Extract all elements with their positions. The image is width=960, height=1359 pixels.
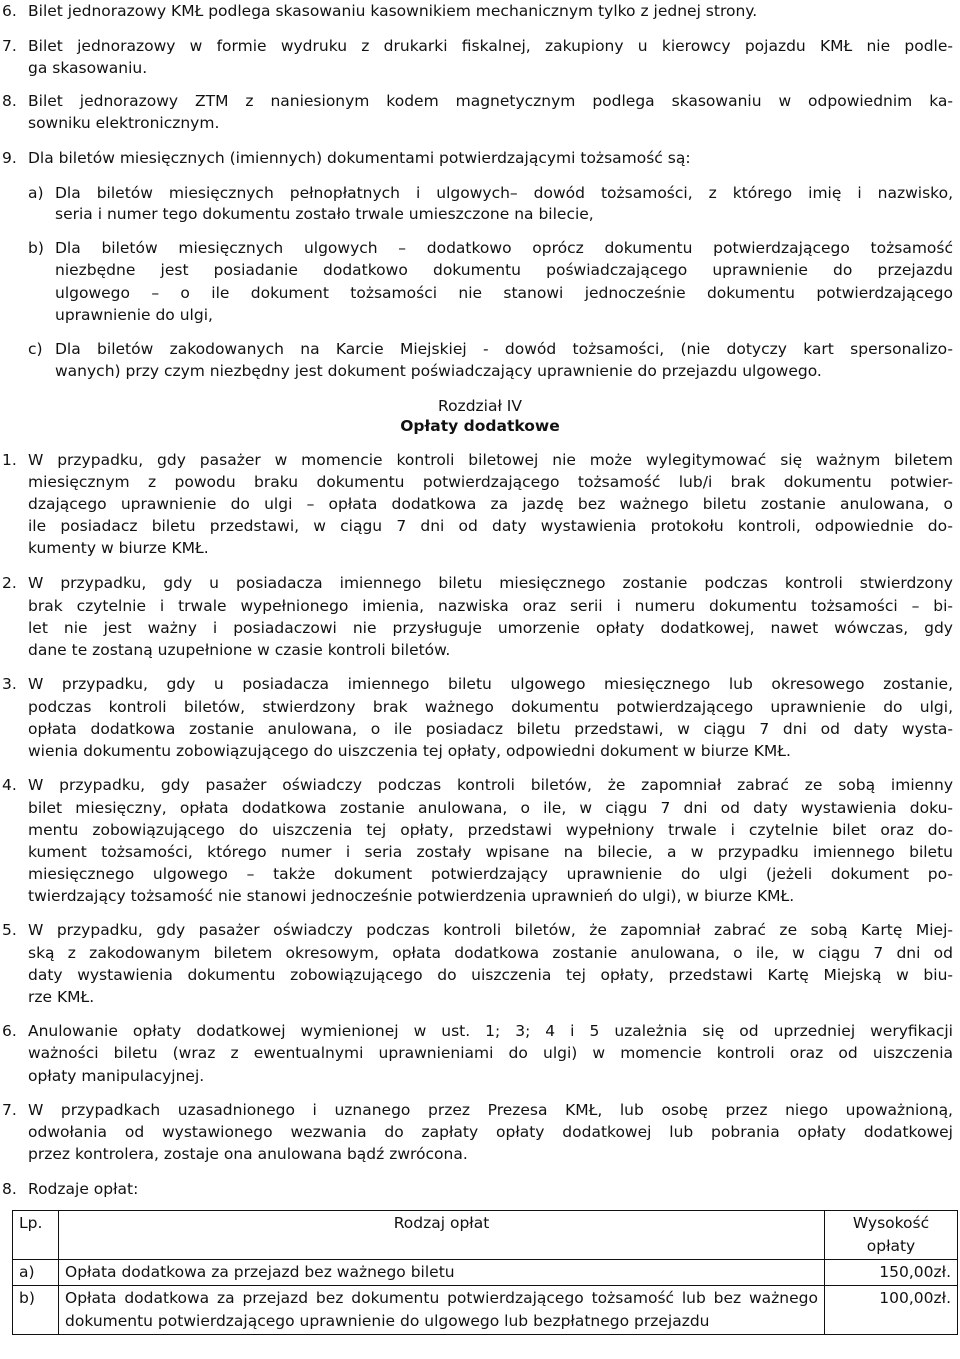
paragraph-line: opłaty manipulacyjnej.	[28, 1067, 205, 1085]
item-number: 7.	[2, 37, 17, 55]
item-number: 4.	[2, 776, 17, 794]
paragraph-line: W przypadkach uzasadnionego i uznanego przez Prezesa KMŁ, lub osobę przez niego upoważnioną,	[28, 1101, 953, 1119]
row-amount: 150,00zł.	[825, 1260, 958, 1286]
paragraph-line: Rodzaje opłat:	[28, 1180, 139, 1198]
paragraph-line: Dla biletów miesięcznych (imiennych) dokumentami potwierdzającymi tożsamość są:	[28, 149, 691, 167]
item-number: 2.	[2, 574, 17, 592]
paragraph-line: uprawnienie do ulgi,	[55, 306, 213, 324]
paragraph-line: brak czytelnie i trwale wypełnionego imienia, nazwiska oraz serii i numeru dokumentu tożsamości – bi-	[28, 597, 953, 615]
paragraph-line: kument tożsamości, którego numer i seria zostały wpisane na bilecie, a w przypadku imiennego biletu	[28, 843, 953, 861]
paragraph-line: przez kontrolera, zostaje ona anulowana bądź zwrócona.	[28, 1145, 468, 1163]
paragraph-line: ga skasowaniu.	[28, 59, 148, 77]
paragraph-line: Bilet jednorazowy KMŁ podlega skasowaniu kasownikiem mechanicznym tylko z jednej strony.	[28, 2, 758, 20]
paragraph-line: miesięcznego ulgowego – także dokument potwierdzający uprawnienie do ulgi (jeżeli dokument po-	[28, 865, 953, 883]
paragraph-line: let nie jest ważny i posiadaczowi nie przysługuje umorzenie opłaty dodatkowej, nawet wówczas, gdy	[28, 619, 953, 637]
subitem-label: a)	[28, 184, 44, 202]
row-lp: a)	[13, 1260, 59, 1286]
paragraph-line: ulgowego – o ile dokument tożsamości nie stanowi jednocześnie dokumentu potwierdzającego	[55, 284, 953, 302]
row-description: Opłata dodatkowa za przejazd bez ważnego biletu	[59, 1260, 825, 1286]
paragraph-line: Dla biletów miesięcznych pełnopłatnych i ulgowych– dowód tożsamości, z którego imię i nazwisko,	[55, 184, 953, 202]
paragraph-line: mentu zobowiązującego do uiszczenia tej opłaty, przedstawi wypełniony trwale i czytelnie bilet oraz do-	[28, 821, 953, 839]
paragraph-line: ile posiadacz biletu przedstawi, w ciągu 7 dni od daty wystawienia protokołu kontroli, odpowiednie do-	[28, 517, 953, 535]
paragraph-line: niezbędne jest posiadanie dodatkowo dokumentu poświadczającego uprawnienie do przejazdu	[55, 261, 953, 279]
paragraph-line: seria i numer tego dokumentu zostało trwale umieszczone na bilecie,	[55, 205, 594, 223]
table-row	[13, 1286, 958, 1335]
paragraph-line: twierdzający tożsamość nie stanowi jednocześnie potwierdzenia uprawnień do ulgi), w biurze KMŁ.	[28, 887, 795, 905]
paragraph-line: Bilet jednorazowy w formie wydruku z drukarki fiskalnej, zakupiony u kierowcy pojazdu KMŁ nie podle-	[28, 37, 953, 55]
item-number: 8.	[2, 1180, 17, 1198]
paragraph-line: W przypadku, gdy pasażer w momencie kontroli biletowej nie może wylegitymować się ważnym biletem	[28, 451, 953, 469]
item-number: 6.	[2, 2, 17, 20]
paragraph-line: W przypadku, gdy u posiadacza imiennego biletu miesięcznego zostanie podczas kontroli stwierdzony	[28, 574, 953, 592]
row-description: Opłata dodatkowa za przejazd bez dokumentu potwierdzającego tożsamość lub bez ważnego dokumentu potwierdzającego uprawnienie do ulgowego lub bezpłatnego przejazdu	[59, 1286, 825, 1335]
table-row	[13, 1260, 958, 1286]
paragraph-line: wanych) przy czym niezbędny jest dokument poświadczający uprawnienie do przejazdu ulgowego.	[55, 362, 822, 380]
paragraph-line: miesięcznym z powodu braku dokumentu potwierdzającego tożsamość lub/i brak dokumentu potwier-	[28, 473, 953, 491]
paragraph-line: Anulowanie opłaty dodatkowej wymienionej w ust. 1; 3; 4 i 5 uzależnia się od uprzedniej weryfikacji	[28, 1022, 953, 1040]
item-number: 1.	[2, 451, 17, 469]
item-number: 6.	[2, 1022, 17, 1040]
item-number: 5.	[2, 921, 17, 939]
paragraph-line: kumenty w biurze KMŁ.	[28, 539, 209, 557]
paragraph-line: Dla biletów miesięcznych ulgowych – dodatkowo oprócz dokumentu potwierdzającego tożsamość	[55, 239, 953, 257]
paragraph-line: sowniku elektronicznym.	[28, 114, 220, 132]
paragraph-line: ważności biletu (wraz z ewentualnymi uprawnieniami do ulgi) w momencie kontroli oraz od uiszczenia	[28, 1044, 953, 1062]
paragraph-line: rze KMŁ.	[28, 988, 95, 1006]
paragraph-line: W przypadku, gdy pasażer oświadczy podczas kontroli biletów, że zapomniał zabrać ze sobą Kartę Miej-	[28, 921, 953, 939]
chapter-label: Rozdział IV	[438, 397, 522, 415]
item-number: 8.	[2, 92, 17, 110]
chapter-title: Opłaty dodatkowe	[400, 417, 560, 435]
paragraph-line: W przypadku, gdy u posiadacza imiennego biletu ulgowego miesięcznego lub okresowego zostanie,	[28, 675, 953, 693]
subitem-label: c)	[28, 340, 43, 358]
paragraph-line: Bilet jednorazowy ZTM z naniesionym kodem magnetycznym podlega skasowaniu w odpowiednim ka-	[28, 92, 953, 110]
fees-table	[12, 1210, 958, 1335]
paragraph-line: ską z zakodowanym biletem okresowym, opłata dodatkowa zostanie anulowana, o ile, w ciągu 7 dni od	[28, 944, 953, 962]
column-header-type: Rodzaj opłat	[59, 1211, 825, 1260]
paragraph-line: bilet miesięczny, opłata dodatkowa zostanie anulowana, o ile, w ciągu 7 dni od daty wystawienia doku-	[28, 799, 953, 817]
paragraph-line: Dla biletów zakodowanych na Karcie Miejskiej - dowód tożsamości, (nie dotyczy kart spersonalizo-	[55, 340, 953, 358]
paragraph-line: dane te zostaną uzupełnione w czasie kontroli biletów.	[28, 641, 451, 659]
paragraph-line: wienia dokumentu zobowiązującego do uiszczenia tej opłaty, odpowiedni dokument w biurze KMŁ.	[28, 742, 791, 760]
paragraph-line: dzającego uprawnienie do ulgi – opłata dodatkowa za jazdę bez ważnego biletu zostanie anulowana, o	[28, 495, 953, 513]
row-lp: b)	[13, 1286, 59, 1335]
paragraph-line: daty wystawienia dokumentu zobowiązującego do uiszczenia tej opłaty, przedstawi Kartę Miejską w biu-	[28, 966, 953, 984]
item-number: 3.	[2, 675, 17, 693]
paragraph-line: podczas kontroli biletów, stwierdzony brak ważnego dokumentu potwierdzającego uprawnienie do ulgi,	[28, 698, 953, 716]
item-number: 7.	[2, 1101, 17, 1119]
subitem-label: b)	[28, 239, 44, 257]
column-header-lp: Lp.	[13, 1211, 59, 1260]
row-amount: 100,00zł.	[825, 1286, 958, 1335]
paragraph-line: W przypadku, gdy pasażer oświadczy podczas kontroli biletów, że zapomniał zabrać ze sobą imienny	[28, 776, 953, 794]
table-header-row	[13, 1211, 958, 1260]
paragraph-line: opłata dodatkowa zostanie anulowana, o ile posiadacz biletu przedstawi, w ciągu 7 dni od daty wysta-	[28, 720, 953, 738]
paragraph-line: odwołania od wystawionego wezwania do zapłaty opłaty dodatkowej lub pobrania opłaty dodatkowej	[28, 1123, 953, 1141]
item-number: 9.	[2, 149, 17, 167]
column-header-amount: Wysokość opłaty	[825, 1211, 958, 1260]
